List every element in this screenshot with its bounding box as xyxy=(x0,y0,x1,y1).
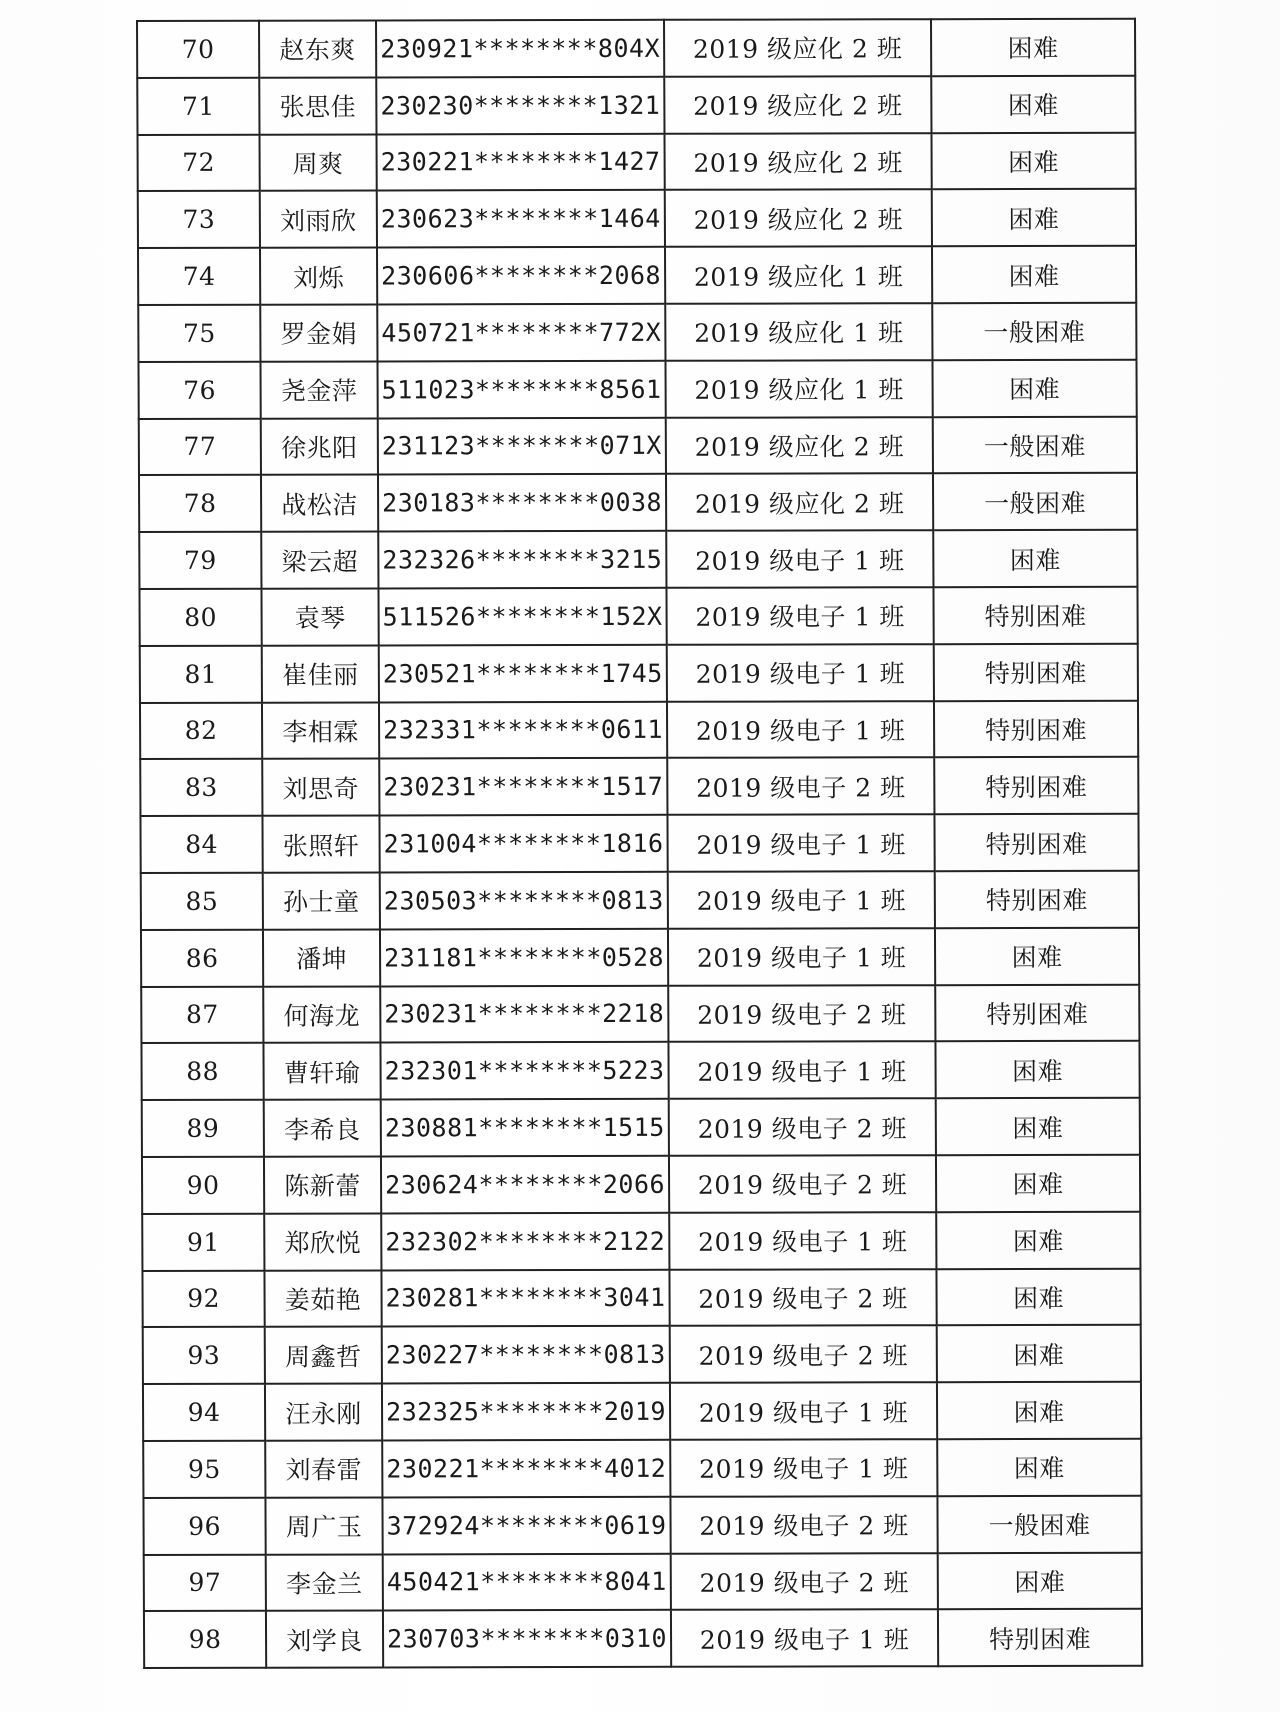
hardship-level-cell: 一般困难 xyxy=(932,303,1136,360)
student-name-cell: 姜茹艳 xyxy=(264,1270,381,1327)
class-cell: 2019 级电子 1 班 xyxy=(667,644,934,701)
id-number-cell: 450721********772X xyxy=(377,304,665,361)
class-cell: 2019 级应化 2 班 xyxy=(666,474,933,531)
class-cell: 2019 级应化 2 班 xyxy=(664,19,931,76)
table-row xyxy=(138,189,1136,248)
class-cell: 2019 级应化 2 班 xyxy=(665,190,932,247)
table-row xyxy=(142,1268,1140,1327)
table-row xyxy=(141,871,1139,930)
row-number-cell: 86 xyxy=(141,929,263,986)
table-row xyxy=(139,416,1137,475)
student-name-cell: 袁琴 xyxy=(261,588,378,645)
row-number-cell: 96 xyxy=(143,1497,265,1554)
row-number-cell: 74 xyxy=(138,248,260,305)
class-cell: 2019 级电子 1 班 xyxy=(668,1042,935,1099)
student-name-cell: 周鑫哲 xyxy=(265,1327,382,1384)
row-number-cell: 79 xyxy=(139,532,261,589)
id-number-cell: 230227********0813 xyxy=(382,1326,670,1383)
id-number-cell: 511526********152X xyxy=(378,588,666,645)
class-cell: 2019 级电子 1 班 xyxy=(668,928,935,985)
hardship-level-cell: 特别困难 xyxy=(938,1609,1142,1666)
hardship-level-cell: 特别困难 xyxy=(934,757,1138,814)
class-cell: 2019 级电子 1 班 xyxy=(667,814,934,871)
row-number-cell: 90 xyxy=(142,1157,264,1214)
row-number-cell: 92 xyxy=(142,1270,264,1327)
hardship-level-cell: 困难 xyxy=(936,1098,1140,1155)
student-name-cell: 李相霖 xyxy=(262,702,379,759)
table-row xyxy=(143,1495,1141,1554)
row-number-cell: 97 xyxy=(144,1554,266,1611)
id-number-cell: 231004********1816 xyxy=(379,815,667,872)
hardship-level-cell: 困难 xyxy=(931,19,1135,76)
student-name-cell: 崔佳丽 xyxy=(262,645,379,702)
class-cell: 2019 级应化 1 班 xyxy=(665,360,932,417)
id-number-cell: 230606********2068 xyxy=(377,247,665,304)
hardship-level-cell: 特别困难 xyxy=(934,700,1138,757)
id-number-cell: 511023********8561 xyxy=(377,361,665,418)
row-number-cell: 83 xyxy=(140,759,262,816)
id-number-cell: 230231********1517 xyxy=(379,758,667,815)
row-number-cell: 85 xyxy=(141,873,263,930)
id-number-cell: 230183********0038 xyxy=(378,474,666,531)
hardship-level-cell: 困难 xyxy=(937,1382,1141,1439)
table-row xyxy=(140,757,1138,816)
hardship-level-cell: 困难 xyxy=(936,1211,1140,1268)
id-number-cell: 230703********0310 xyxy=(383,1610,671,1667)
student-name-cell: 尧金萍 xyxy=(260,361,377,418)
student-name-cell: 刘雨欣 xyxy=(260,191,377,248)
hardship-level-cell: 困难 xyxy=(936,1268,1140,1325)
row-number-cell: 76 xyxy=(138,362,260,419)
class-cell: 2019 级电子 1 班 xyxy=(669,1212,936,1269)
student-name-cell: 刘烁 xyxy=(260,248,377,305)
class-cell: 2019 级电子 2 班 xyxy=(669,1098,936,1155)
table-row xyxy=(140,814,1138,873)
hardship-level-cell: 特别困难 xyxy=(933,587,1137,644)
student-name-cell: 李金兰 xyxy=(266,1554,383,1611)
student-name-cell: 曹轩瑜 xyxy=(263,1043,380,1100)
table-row xyxy=(141,984,1139,1043)
table-row xyxy=(137,76,1135,135)
hardship-level-cell: 困难 xyxy=(938,1552,1142,1609)
hardship-level-cell: 一般困难 xyxy=(933,473,1137,530)
student-name-cell: 汪永刚 xyxy=(265,1384,382,1441)
table-row xyxy=(138,132,1136,191)
table-row xyxy=(138,360,1136,419)
student-name-cell: 陈新蕾 xyxy=(264,1156,381,1213)
table-row xyxy=(137,19,1135,78)
class-cell: 2019 级电子 1 班 xyxy=(670,1382,937,1439)
id-number-cell: 230230********1321 xyxy=(376,77,664,134)
row-number-cell: 94 xyxy=(143,1384,265,1441)
table-row xyxy=(142,1098,1140,1157)
class-cell: 2019 级电子 1 班 xyxy=(667,701,934,758)
id-number-cell: 232301********5223 xyxy=(380,1042,668,1099)
id-number-cell: 232302********2122 xyxy=(381,1213,669,1270)
hardship-level-cell: 特别困难 xyxy=(934,643,1138,700)
student-name-cell: 郑欣悦 xyxy=(264,1213,381,1270)
id-number-cell: 231181********0528 xyxy=(380,929,668,986)
table-row xyxy=(140,643,1138,702)
id-number-cell: 230521********1745 xyxy=(379,645,667,702)
hardship-level-cell: 一般困难 xyxy=(933,416,1137,473)
hardship-level-cell: 困难 xyxy=(931,76,1135,133)
id-number-cell: 230921********804X xyxy=(376,20,664,77)
class-cell: 2019 级电子 2 班 xyxy=(670,1496,937,1553)
id-number-cell: 230221********1427 xyxy=(376,133,664,190)
row-number-cell: 70 xyxy=(137,21,259,78)
id-number-cell: 230624********2066 xyxy=(381,1156,669,1213)
student-name-cell: 刘思奇 xyxy=(262,759,379,816)
table-row xyxy=(144,1609,1142,1668)
hardship-level-cell: 一般困难 xyxy=(937,1495,1141,1552)
student-name-cell: 刘春雷 xyxy=(265,1440,382,1497)
table-row xyxy=(143,1325,1141,1384)
student-name-cell: 刘学良 xyxy=(266,1611,383,1668)
class-cell: 2019 级应化 2 班 xyxy=(666,417,933,474)
roster-body xyxy=(137,19,1142,1668)
row-number-cell: 87 xyxy=(141,986,263,1043)
table-row xyxy=(142,1211,1140,1270)
table-row xyxy=(141,927,1139,986)
class-cell: 2019 级电子 1 班 xyxy=(668,871,935,928)
student-name-cell: 张照轩 xyxy=(262,816,379,873)
id-number-cell: 232331********0611 xyxy=(379,701,667,758)
row-number-cell: 75 xyxy=(138,305,260,362)
table-row xyxy=(144,1552,1142,1611)
student-name-cell: 战松洁 xyxy=(261,475,378,532)
table-row xyxy=(143,1382,1141,1441)
student-name-cell: 李希良 xyxy=(264,1100,381,1157)
student-name-cell: 孙士童 xyxy=(263,872,380,929)
row-number-cell: 88 xyxy=(141,1043,263,1100)
row-number-cell: 82 xyxy=(140,702,262,759)
student-name-cell: 张思佳 xyxy=(259,77,376,134)
class-cell: 2019 级电子 1 班 xyxy=(666,530,933,587)
id-number-cell: 230221********4012 xyxy=(382,1440,670,1497)
class-cell: 2019 级应化 1 班 xyxy=(665,246,932,303)
hardship-level-cell: 困难 xyxy=(932,360,1136,417)
row-number-cell: 81 xyxy=(140,645,262,702)
student-name-cell: 周广玉 xyxy=(265,1497,382,1554)
student-name-cell: 罗金娟 xyxy=(260,304,377,361)
hardship-level-cell: 困难 xyxy=(932,246,1136,303)
student-name-cell: 何海龙 xyxy=(263,986,380,1043)
row-number-cell: 98 xyxy=(144,1611,266,1668)
hardship-level-cell: 困难 xyxy=(937,1325,1141,1382)
table-row xyxy=(138,246,1136,305)
id-number-cell: 230623********1464 xyxy=(377,190,665,247)
hardship-level-cell: 困难 xyxy=(937,1439,1141,1496)
class-cell: 2019 级电子 2 班 xyxy=(669,1155,936,1212)
table-row xyxy=(141,1041,1139,1100)
row-number-cell: 91 xyxy=(142,1213,264,1270)
hardship-level-cell: 困难 xyxy=(935,927,1139,984)
student-name-cell: 潘坤 xyxy=(263,929,380,986)
class-cell: 2019 级电子 1 班 xyxy=(670,1439,937,1496)
hardship-level-cell: 特别困难 xyxy=(935,871,1139,928)
row-number-cell: 78 xyxy=(139,475,261,532)
class-cell: 2019 级电子 1 班 xyxy=(671,1610,938,1667)
id-number-cell: 230503********0813 xyxy=(380,872,668,929)
row-number-cell: 93 xyxy=(143,1327,265,1384)
id-number-cell: 230881********1515 xyxy=(381,1099,669,1156)
row-number-cell: 71 xyxy=(137,78,259,135)
student-name-cell: 徐兆阳 xyxy=(261,418,378,475)
class-cell: 2019 级电子 2 班 xyxy=(669,1269,936,1326)
id-number-cell: 372924********0619 xyxy=(382,1497,670,1554)
id-number-cell: 230231********2218 xyxy=(380,985,668,1042)
row-number-cell: 89 xyxy=(142,1100,264,1157)
id-number-cell: 231123********071X xyxy=(378,417,666,474)
table-row xyxy=(139,530,1137,589)
hardship-level-cell: 特别困难 xyxy=(934,814,1138,871)
class-cell: 2019 级应化 1 班 xyxy=(665,303,932,360)
table-row xyxy=(140,700,1138,759)
hardship-level-cell: 困难 xyxy=(933,530,1137,587)
hardship-level-cell: 困难 xyxy=(936,1155,1140,1212)
class-cell: 2019 级应化 2 班 xyxy=(664,133,931,190)
class-cell: 2019 级电子 2 班 xyxy=(670,1326,937,1383)
id-number-cell: 450421********8041 xyxy=(383,1553,671,1610)
row-number-cell: 95 xyxy=(143,1441,265,1498)
class-cell: 2019 级电子 2 班 xyxy=(671,1553,938,1610)
table-row xyxy=(139,473,1137,532)
class-cell: 2019 级电子 1 班 xyxy=(666,587,933,644)
hardship-level-cell: 困难 xyxy=(931,132,1135,189)
student-name-cell: 梁云超 xyxy=(261,532,378,589)
row-number-cell: 77 xyxy=(139,418,261,475)
student-name-cell: 赵东爽 xyxy=(259,20,376,77)
table-row xyxy=(138,303,1136,362)
table-row xyxy=(139,587,1137,646)
id-number-cell: 232326********3215 xyxy=(378,531,666,588)
table-row xyxy=(142,1155,1140,1214)
row-number-cell: 73 xyxy=(138,191,260,248)
table-row xyxy=(143,1439,1141,1498)
class-cell: 2019 级电子 2 班 xyxy=(668,985,935,1042)
hardship-level-cell: 困难 xyxy=(935,1041,1139,1098)
id-number-cell: 232325********2019 xyxy=(382,1383,670,1440)
class-cell: 2019 级电子 2 班 xyxy=(667,758,934,815)
row-number-cell: 72 xyxy=(138,134,260,191)
hardship-level-cell: 特别困难 xyxy=(935,984,1139,1041)
row-number-cell: 84 xyxy=(140,816,262,873)
id-number-cell: 230281********3041 xyxy=(381,1269,669,1326)
row-number-cell: 80 xyxy=(139,589,261,646)
student-name-cell: 周爽 xyxy=(259,134,376,191)
student-roster-table xyxy=(136,18,1143,1669)
hardship-level-cell: 困难 xyxy=(932,189,1136,246)
class-cell: 2019 级应化 2 班 xyxy=(664,76,931,133)
